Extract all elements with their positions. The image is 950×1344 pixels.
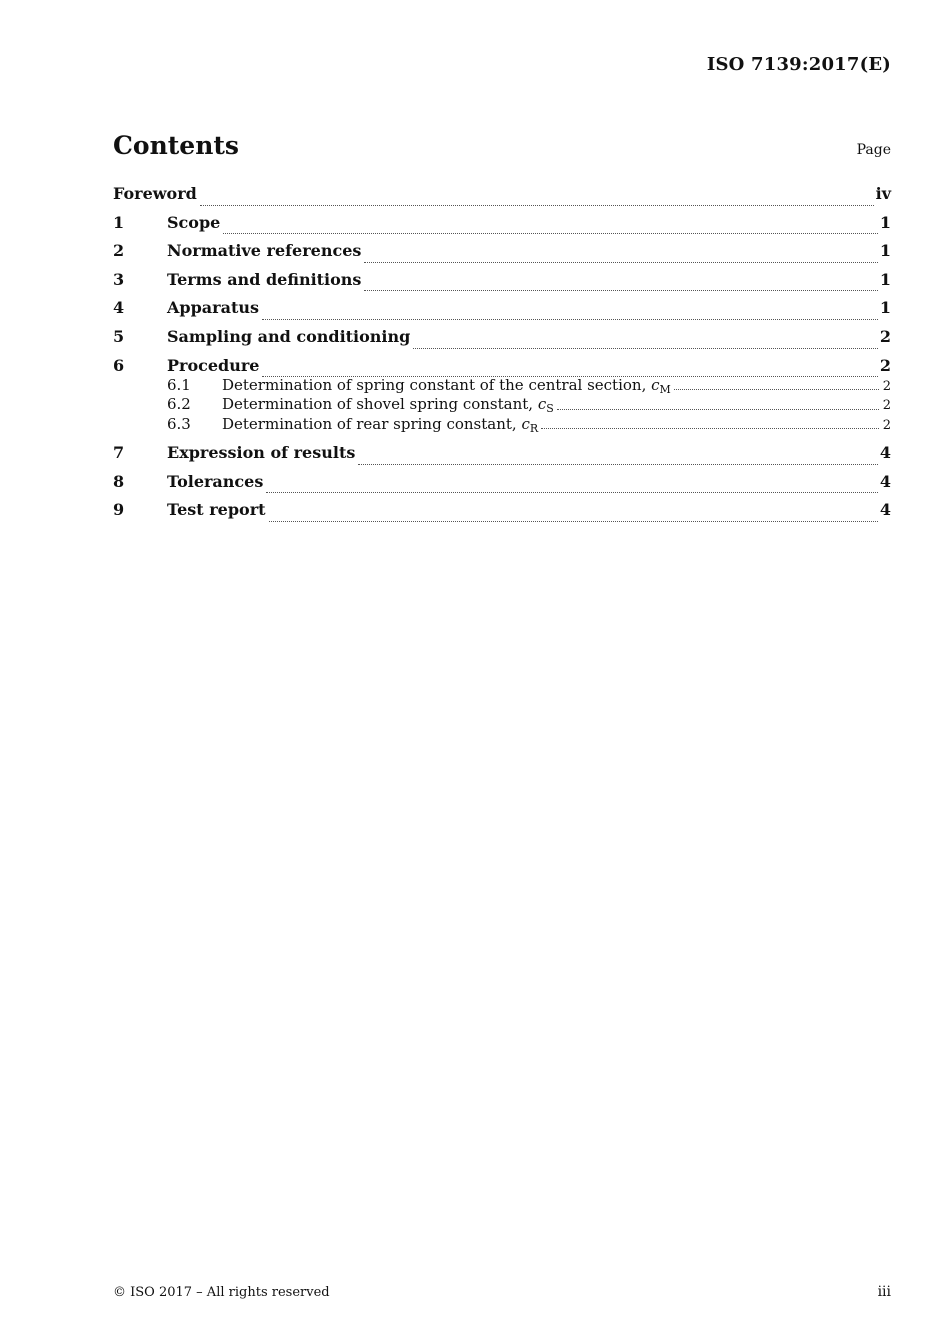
dot-leader: [358, 464, 878, 465]
toc-entry-page: 2: [879, 326, 891, 346]
toc-entry-page: 1: [879, 212, 891, 232]
toc-entry-title: Procedure: [167, 355, 260, 375]
copyright-notice: © ISO 2017 – All rights reserved: [113, 1285, 330, 1300]
toc-entry-page: 4: [879, 443, 891, 463]
contents-heading: Contents: [113, 131, 240, 160]
dot-leader: [200, 205, 874, 206]
dot-leader: [413, 348, 878, 349]
toc-entry-normative-references[interactable]: [113, 241, 891, 270]
toc-entry-number: 1: [113, 212, 125, 232]
toc-entry-scope[interactable]: [113, 213, 891, 242]
toc-entry-number: 2: [113, 241, 125, 261]
toc-subentry-6-2[interactable]: [113, 395, 891, 414]
dot-leader: [266, 492, 878, 493]
dot-leader: [364, 290, 877, 291]
document-id: ISO 7139:2017(E): [706, 54, 891, 75]
toc-entry-number: 4: [113, 298, 125, 318]
toc-subentry-title: Determination of spring constant of the central section, $c_M$: [222, 376, 671, 397]
dot-leader: [262, 319, 878, 320]
toc-entry-page: 4: [879, 500, 891, 520]
toc-entry-foreword[interactable]: [113, 184, 891, 213]
toc-entry-title: Apparatus: [167, 298, 259, 318]
toc-subentry-title: Determination of shovel spring constant, $c_S$: [222, 395, 554, 416]
dot-leader: [223, 233, 878, 234]
toc-entry-tolerances[interactable]: [113, 472, 891, 501]
toc-subentry-6-3[interactable]: [113, 415, 891, 434]
toc-subentry-page: 2: [882, 417, 891, 433]
toc-entry-terms-and-definitions[interactable]: [113, 270, 891, 299]
toc-entry-title: Tolerances: [167, 471, 264, 491]
toc-entry-page: iv: [875, 184, 891, 203]
toc-subentry-page: 2: [882, 379, 891, 395]
toc-entry-page: 1: [879, 298, 891, 318]
page-column-label: Page: [856, 142, 891, 158]
toc-entry-number: 3: [113, 269, 125, 289]
dot-leader: [674, 389, 879, 390]
toc-entry-title: Terms and definitions: [167, 269, 362, 289]
toc-entry-page: 1: [879, 269, 891, 289]
page-number: iii: [877, 1284, 891, 1300]
toc-entry-title: Sampling and conditioning: [167, 326, 411, 346]
table-of-contents: [113, 184, 891, 529]
toc-subentry-title: Determination of rear spring constant, $c_R$: [222, 414, 539, 435]
toc-entry-apparatus[interactable]: [113, 298, 891, 327]
toc-subentry-page: 2: [882, 398, 891, 414]
toc-subentry-6-1[interactable]: [113, 376, 891, 395]
toc-subentry-number: 6.1: [167, 376, 191, 395]
toc-entry-number: 5: [113, 326, 125, 346]
dot-leader: [364, 262, 877, 263]
toc-entry-number: 6: [113, 355, 125, 375]
toc-entry-number: 7: [113, 443, 125, 463]
toc-entry-page: 2: [879, 355, 891, 375]
toc-entry-page: 4: [879, 471, 891, 491]
toc-entry-title: Foreword: [113, 184, 197, 203]
toc-entry-number: 9: [113, 500, 125, 520]
toc-entry-title: Expression of results: [167, 443, 356, 463]
toc-entry-title: Scope: [167, 212, 221, 232]
toc-entry-page: 1: [879, 241, 891, 261]
toc-subentry-number: 6.3: [167, 414, 191, 433]
toc-entry-title: Normative references: [167, 241, 362, 261]
toc-entry-title: Test report: [167, 500, 266, 520]
toc-subentry-number: 6.2: [167, 395, 191, 414]
toc-entry-number: 8: [113, 471, 125, 491]
dot-leader: [541, 428, 879, 429]
dot-leader: [557, 409, 879, 410]
toc-entry-test-report[interactable]: [113, 500, 891, 529]
toc-entry-expression-of-results[interactable]: [113, 443, 891, 472]
toc-entry-sampling-and-conditioning[interactable]: [113, 327, 891, 356]
dot-leader: [269, 521, 878, 522]
